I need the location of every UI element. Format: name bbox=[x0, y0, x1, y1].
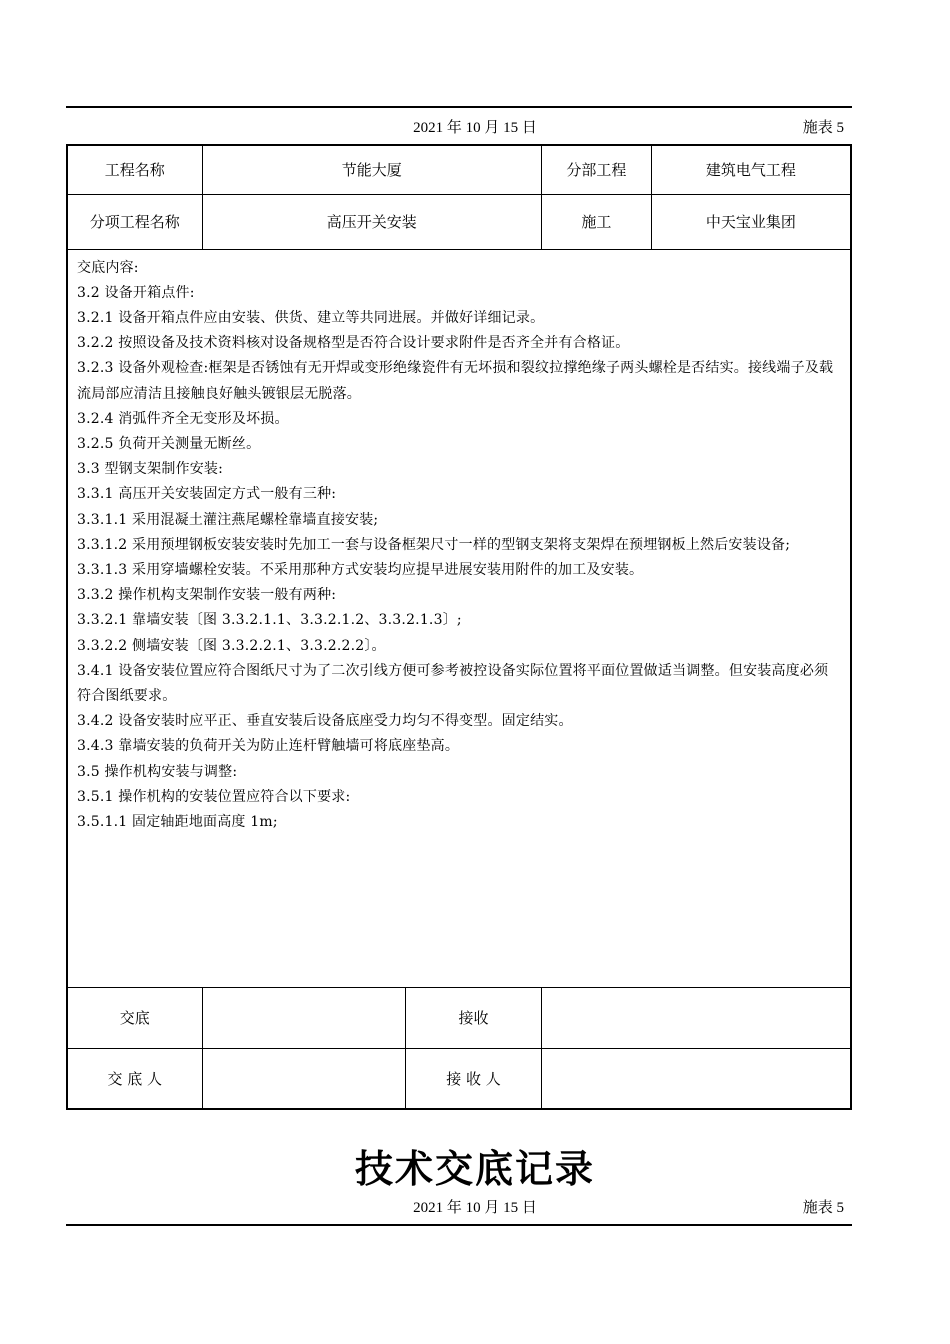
handover-label: 交底 bbox=[67, 987, 202, 1048]
content-line: 3.2.5 负荷开关测量无断丝。 bbox=[77, 435, 261, 452]
document-title: 技术交底记录 bbox=[354, 1147, 595, 1191]
content-line: 3.3.1.1 采用混凝土灌注燕尾螺栓靠墙直接安装; bbox=[77, 511, 379, 528]
construction-label: 施工 bbox=[541, 194, 651, 249]
content-line: 3.2.2 按照设备及技术资料核对设备规格型是否符合设计要求附件是否齐全并有合格证。 bbox=[77, 335, 630, 352]
content-line: 3.2.3 设备外观检查:框架是否锈蚀有无开焊或变形绝缘瓷件有无坏损和裂纹拉撑绝缘子两头螺栓是否结实。接线端子及载流局部应清洁且接触良好触头镀银层无脱落。 bbox=[77, 360, 834, 402]
content-line: 3.3.2.2 侧墙安装〔图 3.3.2.2.1、3.3.2.2.2〕。 bbox=[77, 637, 386, 654]
footer-form-number: 施表 5 bbox=[802, 1200, 844, 1216]
handover-person-field[interactable] bbox=[202, 1048, 405, 1109]
construction-value: 中天宝业集团 bbox=[651, 194, 851, 249]
handover-person-label: 交 底 人 bbox=[67, 1048, 202, 1109]
subitem-value: 高压开关安装 bbox=[202, 194, 541, 249]
division-value: 建筑电气工程 bbox=[651, 145, 851, 194]
receive-field[interactable] bbox=[541, 987, 851, 1048]
content-line: 3.2.4 消弧件齐全无变形及坏损。 bbox=[77, 410, 289, 427]
handover-field[interactable] bbox=[202, 987, 405, 1048]
content-line: 3.5 操作机构安装与调整: bbox=[77, 763, 238, 780]
info-row-1 bbox=[67, 145, 851, 194]
receive-label: 接收 bbox=[406, 987, 542, 1048]
content-line: 3.4.1 设备安装位置应符合图纸尺寸为了二次引线方便可参考被控设备实际位置将平面位置做适当调整。但安装高度必须符合图纸要求。 bbox=[77, 662, 829, 704]
content-line: 3.2.1 设备开箱点件应由安装、供货、建立等共同进展。并做好详细记录。 bbox=[77, 309, 545, 326]
content-line: 交底内容: bbox=[77, 259, 139, 276]
content-line: 3.4.2 设备安装时应平正、垂直安装后设备底座受力均匀不得变型。固定结实。 bbox=[77, 713, 573, 730]
form-number: 施表 5 bbox=[802, 120, 844, 136]
division-label: 分部工程 bbox=[541, 145, 651, 194]
content-line: 3.2 设备开箱点件: bbox=[77, 284, 195, 301]
content-line: 3.3.1 高压开关安装固定方式一般有三种: bbox=[77, 486, 337, 503]
content-line: 3.3 型钢支架制作安装: bbox=[77, 461, 224, 478]
subitem-label: 分项工程名称 bbox=[67, 194, 202, 249]
top-rule bbox=[66, 106, 852, 108]
content-line: 3.3.2 操作机构支架制作安装一般有两种: bbox=[77, 587, 337, 604]
content-lines bbox=[77, 256, 842, 836]
info-row-2 bbox=[67, 194, 851, 249]
content-line: 3.3.2.1 靠墙安装〔图 3.3.2.1.1、3.3.2.1.2、3.3.2.1.3〕; bbox=[77, 612, 462, 629]
project-name-value: 节能大厦 bbox=[202, 145, 541, 194]
signoff-row-1 bbox=[67, 987, 851, 1048]
project-name-label: 工程名称 bbox=[67, 145, 202, 194]
disclosure-content bbox=[67, 249, 851, 987]
content-line: 3.5.1.1 固定轴距地面高度 1m; bbox=[77, 813, 278, 830]
content-line: 3.5.1 操作机构的安装位置应符合以下要求: bbox=[77, 788, 351, 805]
bottom-rule bbox=[66, 1224, 852, 1226]
header-date: 2021 年 10 月 15 日 bbox=[413, 120, 537, 136]
signoff-row-2 bbox=[67, 1048, 851, 1109]
content-row bbox=[67, 249, 851, 987]
disclosure-table bbox=[66, 144, 852, 1110]
content-line: 3.4.3 靠墙安装的负荷开关为防止连杆臂触墙可将底座垫高。 bbox=[77, 738, 460, 755]
footer-date: 2021 年 10 月 15 日 bbox=[413, 1200, 537, 1216]
receive-person-field[interactable] bbox=[541, 1048, 851, 1109]
content-line: 3.3.1.3 采用穿墙螺栓安装。不采用那种方式安装均应提早进展安装用附件的加工及安装。 bbox=[77, 561, 644, 578]
receive-person-label: 接 收 人 bbox=[406, 1048, 542, 1109]
content-line: 3.3.1.2 采用预埋钢板安装安装时先加工一套与设备框架尺寸一样的型钢支架将支架焊在预埋钢板上然后安装设备; bbox=[77, 536, 791, 553]
